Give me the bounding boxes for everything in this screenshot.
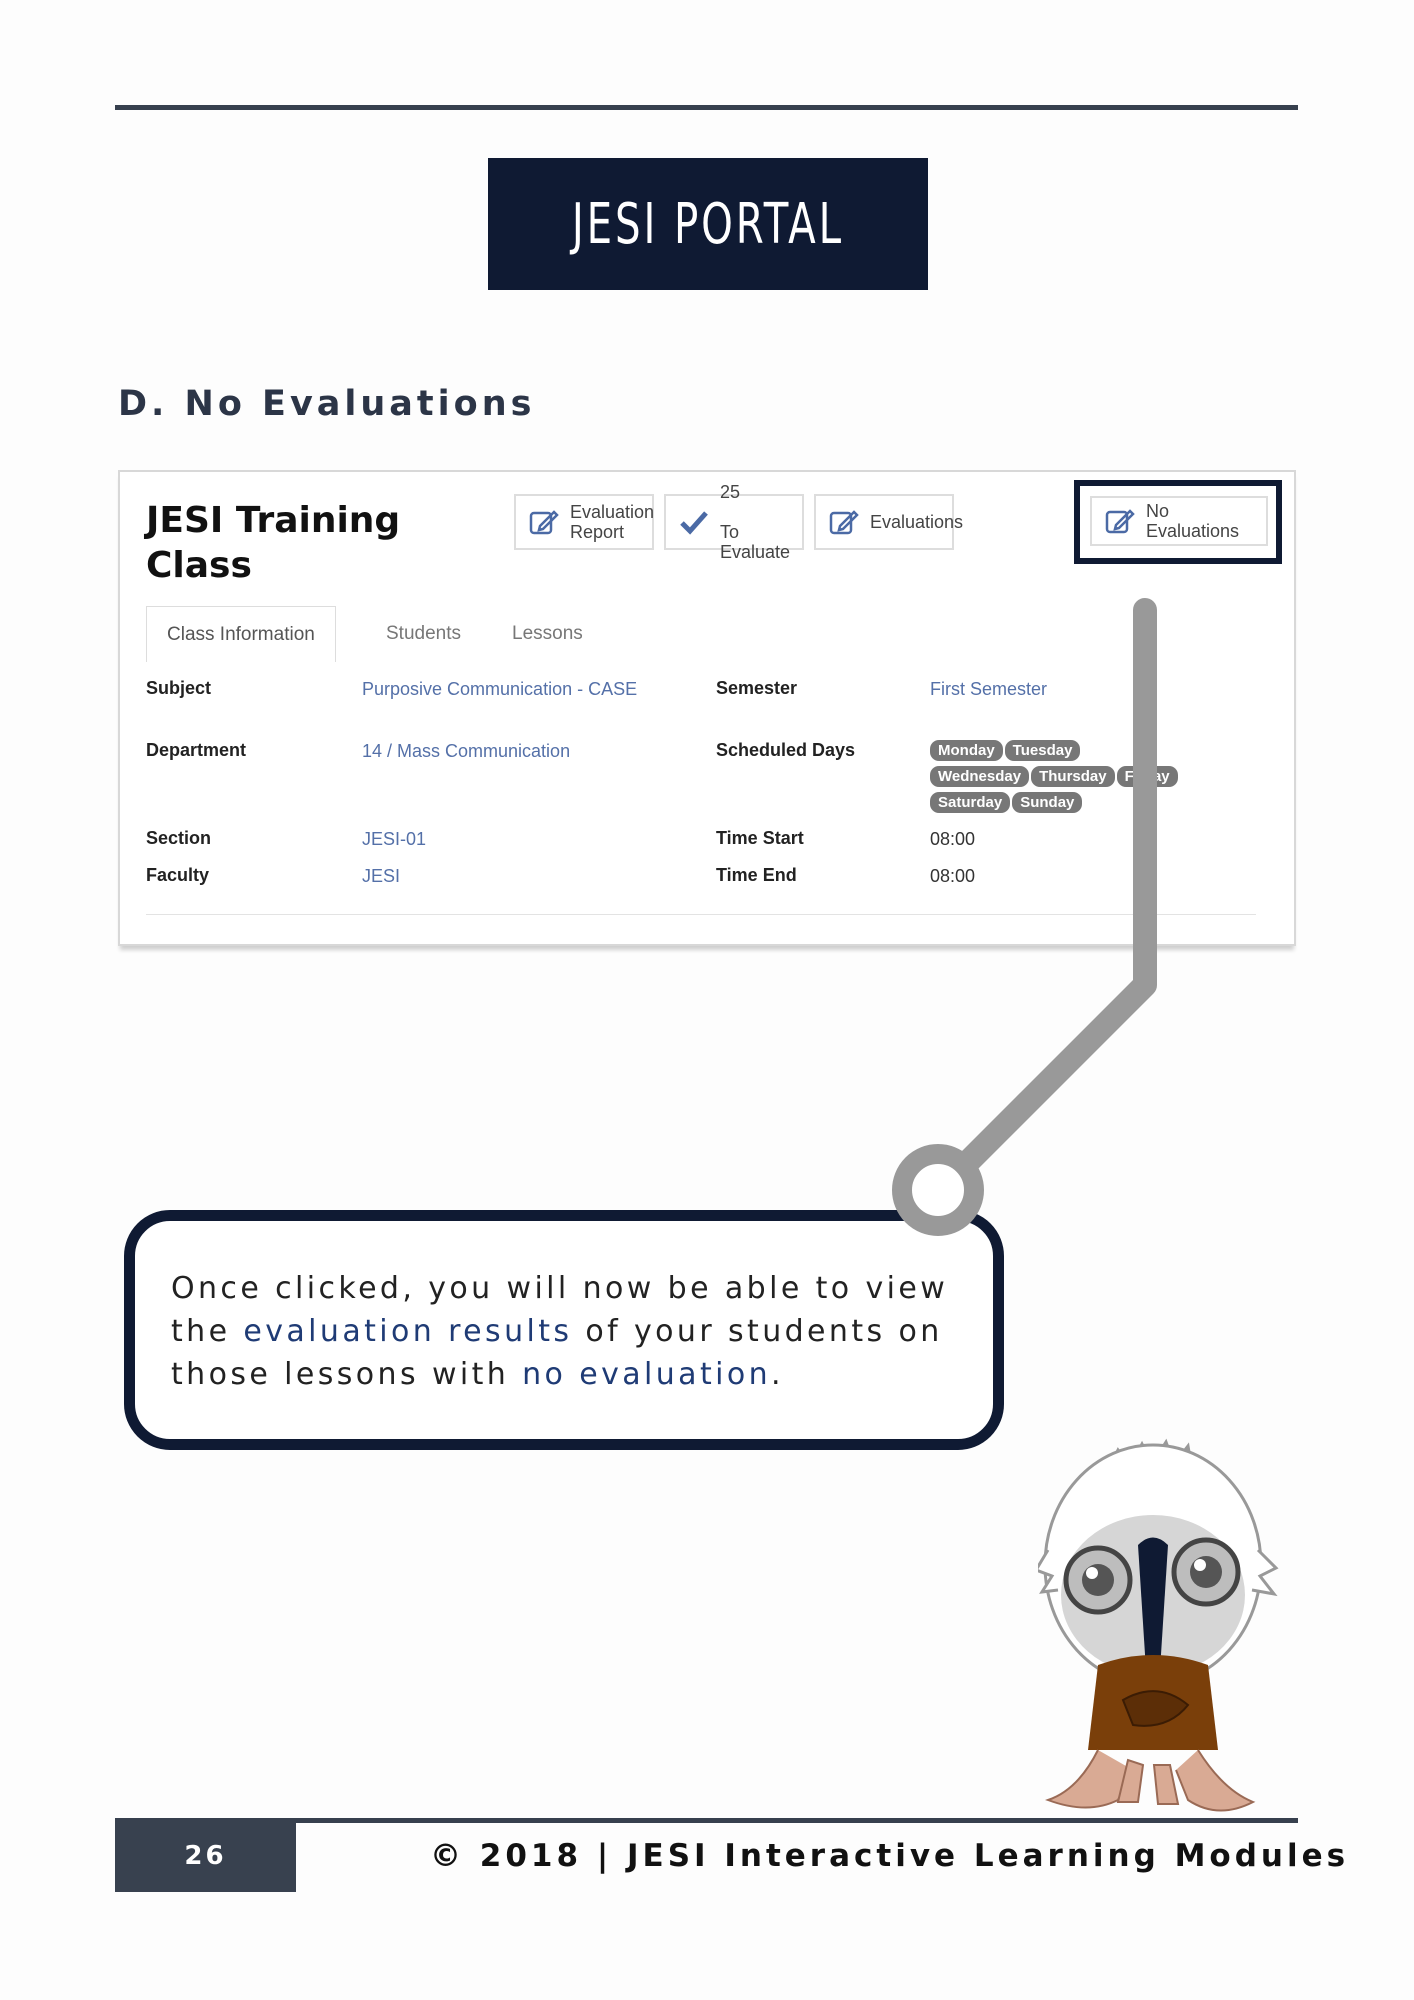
top-rule xyxy=(115,105,1298,110)
edit-icon xyxy=(528,506,560,538)
tab-students[interactable]: Students xyxy=(386,623,461,644)
department-label: Department xyxy=(146,740,247,760)
check-icon xyxy=(678,506,710,538)
callout-box xyxy=(124,1210,1004,1450)
tab-lessons[interactable]: Lessons xyxy=(512,623,583,644)
time-end-value: 08:00 xyxy=(930,866,976,886)
owl-mascot-illustration xyxy=(1038,1430,1300,1830)
class-screenshot-card xyxy=(118,470,1296,946)
callout-highlight: evaluation results xyxy=(243,1314,573,1349)
evaluations-label: Evaluations xyxy=(870,512,964,532)
no-evaluations-highlight xyxy=(1074,480,1282,564)
to-evaluate-label: To Evaluate xyxy=(720,522,791,562)
day-badge: Monday xyxy=(930,740,1003,761)
no-evaluations-label: No Evaluations xyxy=(1146,501,1240,541)
day-badge: Friday xyxy=(1117,766,1178,787)
day-badge: Wednesday xyxy=(930,766,1029,787)
to-evaluate-button[interactable] xyxy=(664,482,804,562)
time-start-value: 08:00 xyxy=(930,829,976,849)
subject-label: Subject xyxy=(146,678,212,698)
time-start-label: Time Start xyxy=(716,828,804,848)
evaluation-report-label: Evaluation Report xyxy=(570,502,655,542)
callout-text: Once clicked, you will now be able to view the evaluation results of your students on those lessons with no evaluation. xyxy=(171,1271,949,1392)
subject-value: Purposive Communication - CASE xyxy=(362,679,638,699)
department-value: 14 / Mass Communication xyxy=(362,741,571,761)
time-end-label: Time End xyxy=(716,865,797,885)
section-value: JESI-01 xyxy=(362,829,427,849)
section-heading: D. No Evaluations xyxy=(118,384,536,424)
day-badge: Saturday xyxy=(930,792,1010,813)
scheduled-days-label: Scheduled Days xyxy=(716,740,856,760)
semester-label: Semester xyxy=(716,678,798,698)
portal-title-banner xyxy=(488,158,928,290)
edit-icon xyxy=(828,506,860,538)
faculty-value: JESI xyxy=(362,866,401,886)
scheduled-days xyxy=(930,740,1230,818)
faculty-label: Faculty xyxy=(146,865,210,885)
to-evaluate-count: 25 xyxy=(720,482,741,502)
day-badge: Tuesday xyxy=(1005,740,1081,761)
portal-title: JESI PORTAL xyxy=(571,191,845,257)
callout-highlight: no evaluation xyxy=(522,1357,772,1392)
page-number-box xyxy=(115,1820,296,1892)
section-label: Section xyxy=(146,828,212,848)
evaluations-button[interactable] xyxy=(814,494,964,550)
day-badge: Thursday xyxy=(1031,766,1115,787)
day-badge: Sunday xyxy=(1012,792,1082,813)
class-title: JESI Training Class xyxy=(146,500,401,586)
class-tabs xyxy=(146,606,1266,662)
semester-value: First Semester xyxy=(930,679,1048,699)
evaluation-report-button[interactable] xyxy=(514,494,654,550)
footer-copyright: © 2018 | JESI Interactive Learning Modules xyxy=(430,1838,1350,1874)
card-divider xyxy=(146,914,1256,915)
page-number: 26 xyxy=(184,1841,227,1871)
tab-class-information[interactable]: Class Information xyxy=(146,606,336,662)
